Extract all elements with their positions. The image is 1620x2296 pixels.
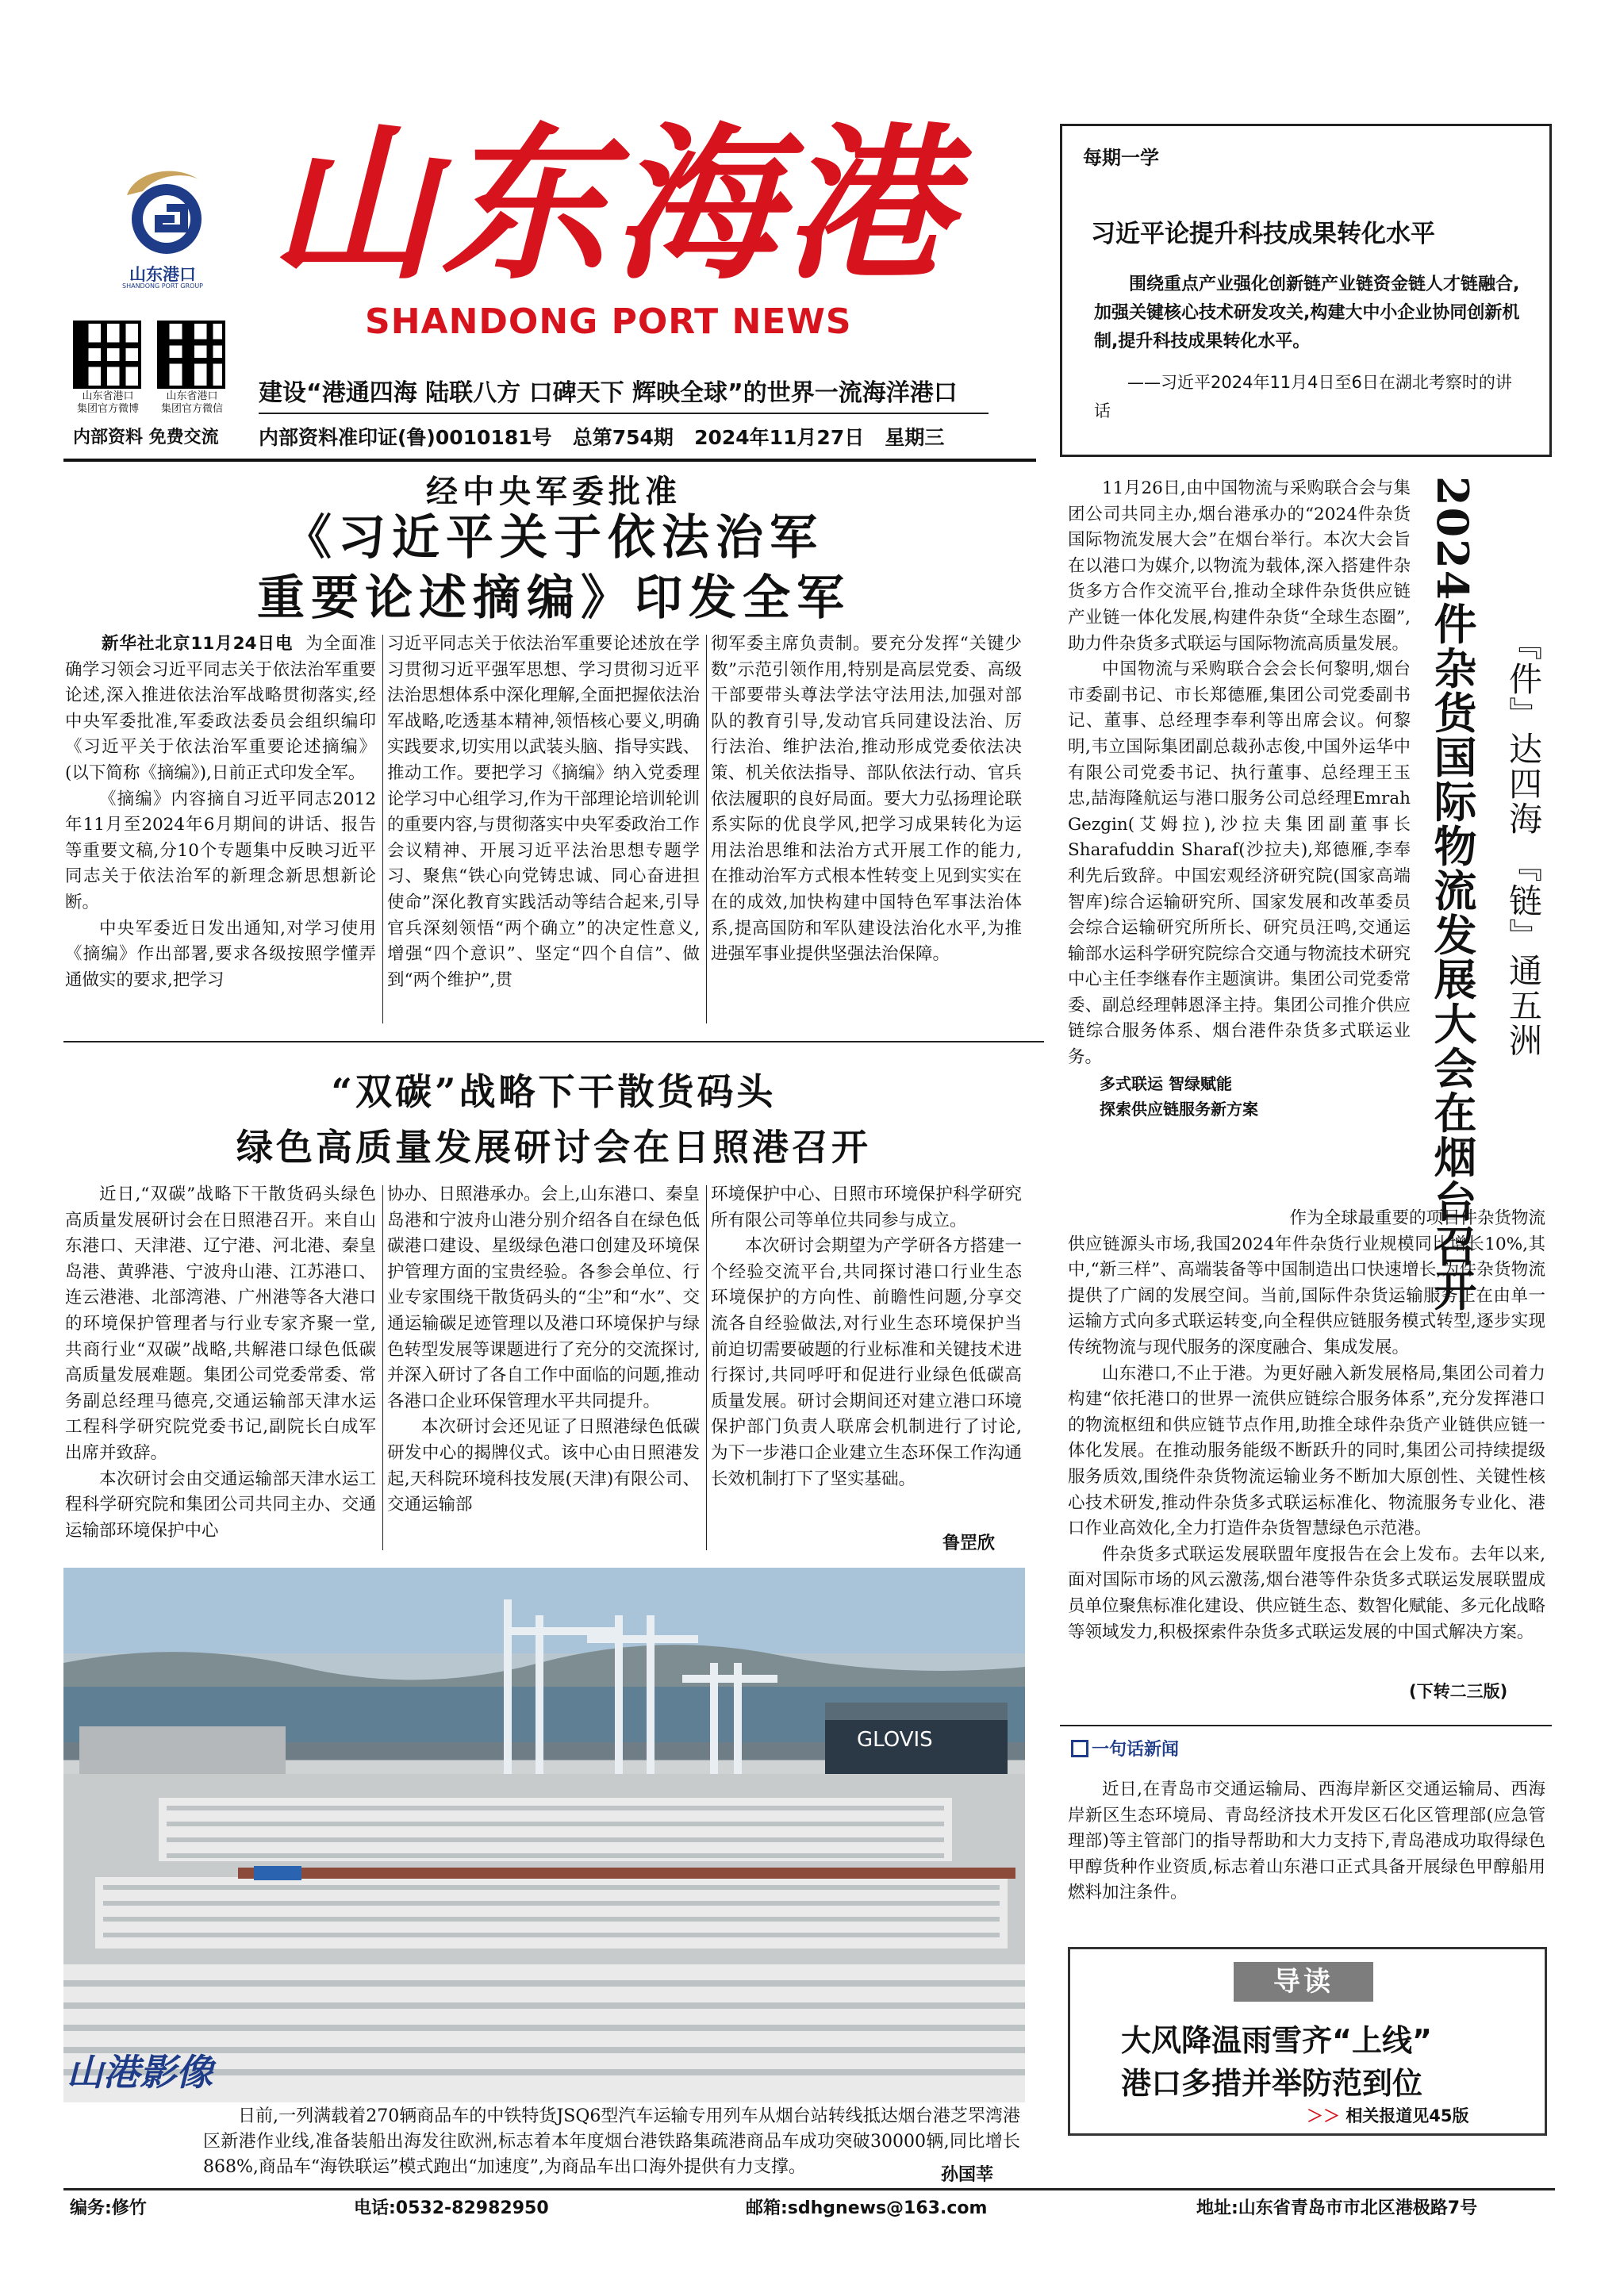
footer-editor: 编务:修竹 — [70, 2198, 147, 2218]
ship-name: GLOVIS — [857, 1728, 933, 1752]
brief-square-icon — [1071, 1740, 1088, 1757]
brief-label — [1071, 1736, 1179, 1760]
article2-col3-p1: 环境保护中心、日照市环境保护科学研究所有限公司等单位共同参与成立。 — [711, 1184, 1022, 1231]
article3-p3: 作为全球最重要的项目件杂货物流供应链源头市场,我国2024年件杂货行业规模同比增长10%,其中,“新三样”、高端装备等中国制造出口快速增长,为件杂货物流提供了广阔的发展空间。当前,国际件杂货运输服务正在由单一运输方式向多式联运转变,向全程供应链服务模式转型,逐步实现传统物流与现代服务的深度融合、集成发展。 — [1068, 1208, 1545, 1357]
photo-caption — [203, 2104, 1020, 2180]
shandong-port-logo-icon — [111, 155, 214, 259]
article1-rule-2 — [706, 635, 707, 1023]
port-photo-scene — [63, 1568, 1025, 2102]
study-source: ——习近平2024年11月4日至6日在湖北考察时的讲话 — [1094, 373, 1512, 420]
masthead-bottom-rule — [63, 459, 1036, 462]
article2-rule-1 — [382, 1185, 383, 1550]
article2-headline-1: “双碳”战略下干散货码头 — [331, 1070, 777, 1113]
logo-caption: 山东港口 — [129, 265, 196, 284]
slogan: 建设“港通四海 陆联八方 口碑天下 辉映全球”的世界一流海洋港口 — [259, 379, 958, 407]
photo-byline: 孙国莘 — [941, 2165, 994, 2185]
article3-continued[interactable]: (下转二三版) — [1409, 1682, 1508, 1701]
article2-column-1 — [65, 1182, 376, 1555]
article1-dateline: 新华社北京11月24日电 — [102, 634, 294, 654]
footer-phone: 电话:0532-82982950 — [354, 2198, 549, 2218]
qr2-caption: 山东省港口 集团官方微信 — [160, 390, 223, 415]
study-quote: 围绕重点产业强化创新链产业链资金链人才链融合,加强关键核心技术研发攻关,构建大中小企业协同创新机制,提升科技成果转化水平。 — [1094, 275, 1520, 351]
article1-col1-p3: 中央军委近日发出通知,对学习使用《摘编》作出部署,要求各级按照学懂弄通做实的要求,把学习 — [65, 918, 376, 990]
guide-link[interactable] — [1307, 2103, 1469, 2127]
article3-p5: 件杂货多式联运发展联盟年度报告在会上发布。去年以来,面对国际市场的风云激荡,烟台港等件杂货多式联运发展联盟成员单位聚焦标准化建设、供应链生态、数智化赋能、多元化战略等领域发力,积极探索件杂货多式联运发展的中国式解决方案。 — [1068, 1544, 1545, 1642]
study-box — [1060, 124, 1552, 457]
qr1-caption: 山东省港口 集团官方微博 — [76, 390, 139, 415]
internal-note: 内部资料 免费交流 — [73, 428, 219, 447]
footer-address: 地址:山东省青岛市市北区港极路7号 — [1196, 2198, 1478, 2218]
photo-caption-text: 日前,一列满载着270辆商品车的中铁特货JSQ6型汽车运输专用列车从烟台站转线抵达烟台港芝罘湾港区新港作业线,准备装船出海发往欧洲,标志着本年度烟台港铁路集疏港商品车成功突破30000辆,同比增长868%,商品车“海铁联运”模式跑出“加速度”,为商品车出口海外提供有力支撑。 — [203, 2106, 1020, 2177]
article3-p1: 11月26日,由中国物流与采购联合会与集团公司共同主办,烟台港承办的“2024件杂货国际物流发展大会”在烟台举行。本次大会旨在以港口为媒介,以物流为载体,深入搭建件杂货多方合作交流平台,推动全球件杂货供应链产业链一体化发展,构建件杂货“全球生态圈”,助力件杂货多式联运与国际物流高质量发展。 — [1068, 478, 1411, 654]
article1-headline-1: 《习近平关于依法治军 — [284, 510, 823, 566]
issue-line — [259, 422, 944, 451]
newspaper-title: 山东海港 — [270, 106, 956, 302]
newspaper-title-en: SHANDONG PORT NEWS — [365, 301, 852, 342]
article2-col2-p2: 本次研讨会还见证了日照港绿色低碳研发中心的揭牌仪式。该中心由日照港发起,天科院环境科技发展(天津)有限公司、交通运输部 — [387, 1417, 700, 1515]
photo-stamp-logo: 山港影像 — [67, 2051, 213, 2094]
article1-column-3 — [711, 632, 1022, 1028]
article1-col2: 习近平同志关于依法治军重要论述放在学习贯彻习近平强军思想、学习贯彻习近平法治思想体系中深化理解,全面把握依法治军战略,吃透基本精神,领悟核心要义,明确实践要求,切实用以武装头脑、指导实践、推动工作。要把学习《摘编》纳入党委理论学习中心组学习,作为干部理论培训轮训的重要内容,与贯彻落实中央军委政治工作会议精神、开展习近平法治思想专题学习、聚焦“铁心向党铸忠诚、同心奋进担使命”深化教育实践活动等结合起来,引导官兵深刻领悟“两个确立”的决定性意义,增强“四个意识”、坚定“四个自信”、做到“两个维护”,贯 — [387, 634, 700, 990]
article1-bottom-rule — [63, 1041, 1044, 1042]
footer-rule — [63, 2188, 1555, 2190]
issue-number: 总第754期 — [572, 426, 674, 449]
article2-column-2 — [387, 1182, 700, 1555]
article3-lower — [1068, 1206, 1545, 1714]
article2-col1-p1: 近日,“双碳”战略下干散货码头绿色高质量发展研讨会在日照港召开。来自山东港口、天津港、辽宁港、河北港、秦皇岛港、黄骅港、宁波舟山港、江苏港口、连云港港、北部湾港、广州港等各大港口的环境保护管理者与行业专家齐聚一堂,共商行业“双碳”战略,共解港口绿色低碳高质量发展难题。集团公司党委常委、常务副总经理马德亮,交通运输部天津水运工程科学研究院党委书记,副院长白成军出席并致辞。 — [65, 1184, 376, 1463]
weekday: 星期三 — [885, 426, 945, 449]
article2-byline: 鲁罡欣 — [942, 1534, 996, 1553]
article3-subhead-1: 多式联运 智绿赋能 — [1100, 1073, 1232, 1093]
article1-rule-1 — [382, 635, 383, 1023]
brief-news — [1068, 1777, 1545, 1936]
masthead-divider — [259, 413, 989, 414]
article2-col2-p1: 协办、日照港承办。会上,山东港口、秦皇岛港和宁波舟山港分别介绍各自在绿色低碳港口建设、星级绿色港口创建及环境保护管理方面的宝贵经验。各参会单位、行业专家围绕干散货码头的“尘”和“水”、交通运输碳足迹管理以及港口环境保护与绿色转型发展等课题进行了充分的交流探讨,并深入研讨了各自工作中面临的问题,推动各港口企业环保管理水平共同提升。 — [387, 1184, 700, 1411]
article3-p2: 中国物流与采购联合会会长何黎明,烟台市委副书记、市长郑德雁,集团公司党委副书记、董事、总经理李奉利等出席会议。何黎明,韦立国际集团副总裁孙志俊,中国外运华中有限公司党委书记、执行董事、总经理王玉忠,喆海隆航运与港口服务公司总经理Emrah Gezgin(艾姆拉),沙拉夫集团副董事长Sharafuddin Sharaf(沙拉夫),郑德雁,李奉利先后致辞。中国宏观经济研究院(国家高端智库)综合运输研究所、国家发展和改革委员会综合运输研究所所长、研究员汪鸣,交通运输部水运科学研究院综合交通与物流技术研究中心主任李继春作主题演讲。集团公司党委常委、副总经理韩恩泽主持。集团公司推介供应链综合服务体系、烟台港件杂货多式联运业务。 — [1068, 659, 1411, 1068]
article1-column-1 — [65, 632, 376, 1028]
article1-column-2 — [387, 632, 700, 1028]
article2-col1-p2: 本次研讨会由交通运输部天津水运工程科学研究院和集团公司共同主办、交通运输部环境保护中心 — [65, 1469, 376, 1541]
guide-label: 导读 — [1234, 1962, 1373, 2002]
issue-date: 2024年11月27日 — [694, 426, 865, 449]
masthead — [0, 0, 1047, 468]
guide-arrow-icon: ＞＞ — [1307, 2106, 1340, 2125]
article1-col3: 彻军委主席负责制。要充分发挥“关键少数”示范引领作用,特别是高层党委、高级干部要带头尊法学法守法用法,加强对部队的教育引导,发动官兵同建设法治、厉行法治、维护法治,推动形成党委依法决策、机关依法指导、部队依法行动、官兵依法履职的良好局面。要大力弘扬理论联系实际的优良学风,把学习成果转化为运用法治思维和法治方式开展工作的能力,在推动治军方式根本性转变上见到实实在在的成效,加快构建中国特色军事法治体系,提高国防和军队建设法治化水平,为推进强军事业提供坚强法治保障。 — [711, 634, 1022, 965]
article2-col3-p2: 本次研讨会期望为产学研各方搭建一个经验交流平台,共同探讨港口行业生态环境保护的方向性、前瞻性问题,分享交流各自经验做法,对行业生态环境保护当前迫切需要破题的行业标准和关键技术进行探讨,共同呼吁和促进行业绿色低碳高质量发展。研讨会期间还对建立港口环境保护部门负责人联席会机制进行了讨论,为下一步港口企业建立生态环保工作沟通长效机制打下了坚实基础。 — [711, 1236, 1022, 1489]
port-photo — [63, 1568, 1025, 2102]
article3-upper — [1068, 476, 1411, 1158]
article1-col1-p2: 《摘编》内容摘自习近平同志2012年11月至2024年6月期间的讲话、报告等重要文稿,分10个专题集中反映习近平同志关于依法治军的新理念新思想新论断。 — [65, 789, 376, 912]
article3-headline: 2024件杂货国际物流发展大会在烟台召开 — [1427, 476, 1478, 1313]
guide-link-text: 相关报道见45版 — [1346, 2106, 1469, 2125]
article2-rule-2 — [706, 1185, 707, 1550]
article3-p4: 山东港口,不止于港。为更好融入新发展格局,集团公司着力构建“依托港口的世界一流供应链综合服务体系”,充分发挥港口的物流枢纽和供应链节点作用,助推全球件杂货产业链供应链一体化发展。在推动服务能级不断跃升的同时,集团公司持续提级服务质效,围绕件杂货物流运输业务不断加大原创性、关键性核心技术研发,推动件杂货多式联运标准化、物流服务专业化、港口作业高效化,全力打造件杂货智慧绿色示范港。 — [1068, 1363, 1545, 1539]
brief-top-rule — [1060, 1725, 1552, 1726]
study-label: 每期一学 — [1083, 147, 1159, 169]
study-title: 习近平论提升科技成果转化水平 — [1091, 220, 1435, 248]
brief-text: 近日,在青岛市交通运输局、西海岸新区交通运输局、西海岸新区生态环境局、青岛经济技术开发区石化区管理部(应急管理部)等主管部门的指导帮助和大力支持下,青岛港成功取得绿色甲醇货种作业资质,标志着山东港口正式具备开展绿色甲醇船用燃料加注条件。 — [1068, 1780, 1545, 1903]
guide-line-2: 港口多措并举防范到位 — [1121, 2066, 1423, 2101]
article1-col1-p1: 为全面准确学习领会习近平同志关于依法治军重要论述,深入推进依法治军战略贯彻落实,经中央军委批准,军委政法委员会组织编印《习近平关于依法治军重要论述摘编》(以下简称《摘编》),日前正式印发全军。 — [65, 634, 376, 783]
permit-number: 内部资料准印证(鲁)0010181号 — [259, 426, 552, 449]
wechat-qr-code-icon — [157, 321, 225, 389]
article2-column-3 — [711, 1182, 1022, 1555]
article1-kicker: 经中央军委批准 — [426, 473, 681, 510]
guide-line-1: 大风降温雨雪齐“上线” — [1121, 2023, 1432, 2058]
brief-label-text: 一句话新闻 — [1092, 1740, 1180, 1760]
guide-box — [1068, 1947, 1547, 2136]
article1-headline-2: 重要论述摘编》印发全军 — [257, 570, 850, 626]
article2-headline-2: 绿色高质量发展研讨会在日照港召开 — [236, 1126, 871, 1169]
article3-subheadline: 『件』达四海 『链』通五洲 — [1504, 627, 1543, 1058]
logo-caption-en: SHANDONG PORT GROUP — [122, 282, 203, 290]
weibo-qr-code-icon — [73, 321, 141, 389]
footer-email: 邮箱:sdhgnews@163.com — [746, 2198, 988, 2218]
article3-subhead-2: 探索供应链服务新方案 — [1100, 1100, 1258, 1119]
